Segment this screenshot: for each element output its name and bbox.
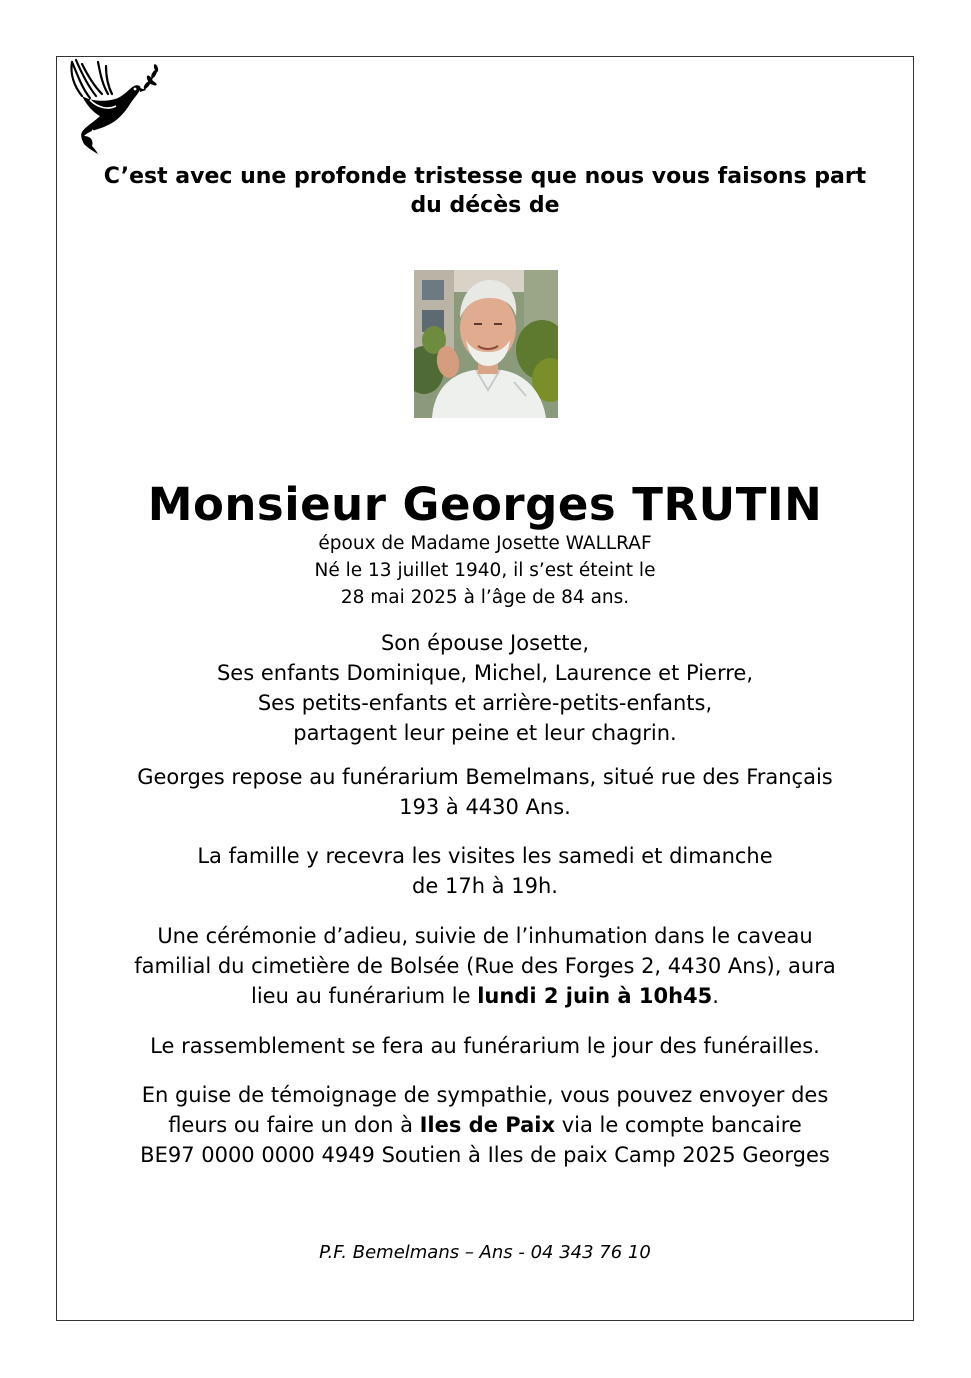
family-line-3: Ses petits-enfants et arrière-petits-enfants,: [257, 691, 713, 715]
funeral-home-footer: P.F. Bemelmans – Ans - 04 343 76 10: [319, 1242, 651, 1263]
family-line-4: partagent leur peine et leur chagrin.: [293, 721, 677, 745]
birth-line: Né le 13 juillet 1940, il s’est éteint le: [314, 560, 656, 581]
portrait-photo: [414, 270, 558, 418]
donation-line-1: En guise de témoignage de sympathie, vous pouvez envoyer des: [141, 1083, 829, 1107]
repose-line-1: Georges repose au funérarium Bemelmans, situé rue des Français: [137, 765, 833, 789]
ceremony-line-2: familial du cimetière de Bolsée (Rue des Forges 2, 4430 Ans), aura: [134, 954, 836, 978]
charity-name: Iles de Paix: [419, 1113, 556, 1137]
donation-line-3: BE97 0000 0000 4949 Soutien à Iles de paix Camp 2025 Georges: [140, 1143, 830, 1167]
ceremony-line-3-prefix: lieu au funérarium le: [251, 984, 478, 1008]
family-line-2: Ses enfants Dominique, Michel, Laurence et Pierre,: [216, 661, 754, 685]
ceremony-date: lundi 2 juin à 10h45: [477, 984, 713, 1008]
intro-text: [60, 162, 910, 220]
visits-line-2: de 17h à 19h.: [412, 874, 558, 898]
ceremony-paragraph: [60, 921, 910, 1011]
gathering-paragraph: [60, 1031, 910, 1061]
spouse-line: époux de Madame Josette WALLRAF: [318, 533, 652, 554]
intro-line-2: du décès de: [410, 193, 560, 218]
deceased-details: [60, 530, 910, 611]
ceremony-line-3: [60, 981, 910, 1011]
ceremony-line-1: Une cérémonie d’adieu, suivie de l’inhumation dans le caveau: [157, 924, 813, 948]
donation-line-2: [60, 1110, 910, 1140]
visits-line-1: La famille y recevra les visites les samedi et dimanche: [197, 844, 773, 868]
donation-line-2-suffix: via le compte bancaire: [555, 1113, 802, 1137]
family-paragraph: [60, 628, 910, 748]
dove-icon: [68, 56, 162, 156]
ceremony-line-3-suffix: .: [712, 984, 719, 1008]
visits-paragraph: [60, 841, 910, 901]
donation-line-2-prefix: fleurs ou faire un don à: [168, 1113, 420, 1137]
gathering-line: Le rassemblement se fera au funérarium le jour des funérailles.: [150, 1034, 820, 1058]
repose-paragraph: [60, 762, 910, 822]
family-line-1: Son épouse Josette,: [380, 631, 590, 655]
donation-paragraph: [60, 1080, 910, 1170]
death-line: 28 mai 2025 à l’âge de 84 ans.: [340, 587, 630, 608]
deceased-name: Monsieur Georges TRUTIN: [147, 478, 823, 531]
repose-line-2: 193 à 4430 Ans.: [399, 795, 571, 819]
intro-line-1: C’est avec une profonde tristesse que nous vous faisons part: [103, 164, 867, 189]
